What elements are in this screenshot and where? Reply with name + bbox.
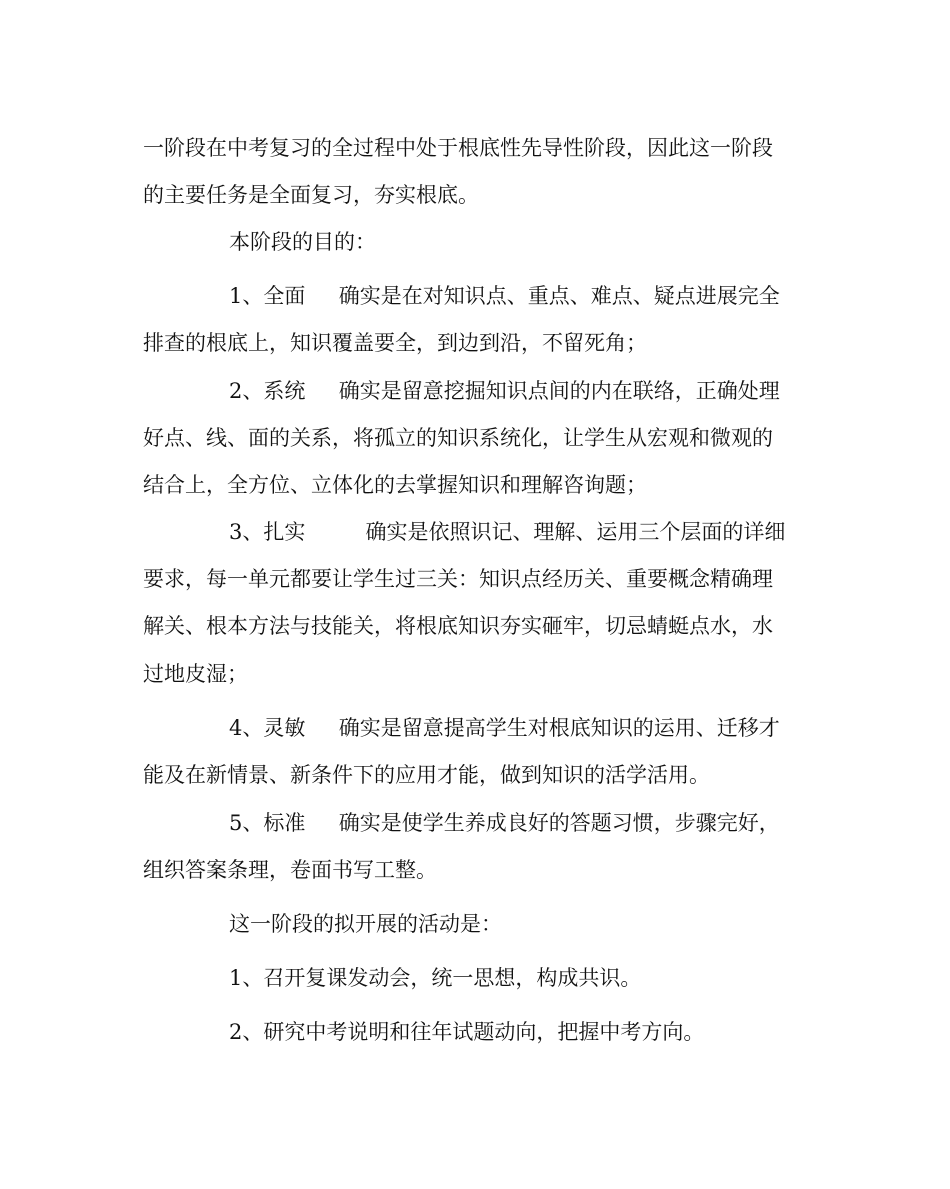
- text-line: 的主要任务是全面复习，夯实根底。: [143, 183, 479, 207]
- text-line: 3、扎实 确实是依照识记、理解、运用三个层面的详细: [229, 520, 786, 544]
- text-line: 好点、线、面的关系，将孤立的知识系统化，让学生从宏观和微观的: [143, 426, 773, 450]
- text-line: 要求，每一单元都要让学生过三关：知识点经历关、重要概念精确理: [143, 567, 773, 591]
- text-line: 4、灵敏 确实是留意提高学生对根底知识的运用、迁移才: [229, 716, 780, 740]
- text-line: 2、研究中考说明和往年试题动向，把握中考方向。: [229, 1020, 705, 1044]
- text-line: 5、标准 确实是使学生养成良好的答题习惯，步骤完好，: [229, 811, 780, 835]
- text-line: 解关、根本方法与技能关，将根底知识夯实砸牢，切忌蜻蜓点水，水: [143, 614, 773, 638]
- text-line: 排查的根底上，知识覆盖要全，到边到沿，不留死角；: [143, 331, 647, 355]
- text-line: 1、全面 确实是在对知识点、重点、难点、疑点进展完全: [229, 284, 780, 308]
- text-line: 一阶段在中考复习的全过程中处于根底性先导性阶段，因此这一阶段: [143, 136, 773, 160]
- text-line: 1、召开复课发动会，统一思想，构成共识。: [229, 966, 642, 990]
- text-line: 过地皮湿；: [143, 662, 248, 686]
- text-line: 本阶段的目的：: [229, 230, 376, 254]
- text-line: 这一阶段的拟开展的活动是：: [229, 912, 502, 936]
- text-line: 组织答案条理，卷面书写工整。: [143, 858, 437, 882]
- text-line: 能及在新情景、新条件下的应用才能，做到知识的活学活用。: [143, 763, 710, 787]
- text-line: 2、系统 确实是留意挖掘知识点间的内在联络，正确处理: [229, 379, 780, 403]
- text-line: 结合上，全方位、立体化的去掌握知识和理解咨询题；: [143, 473, 647, 497]
